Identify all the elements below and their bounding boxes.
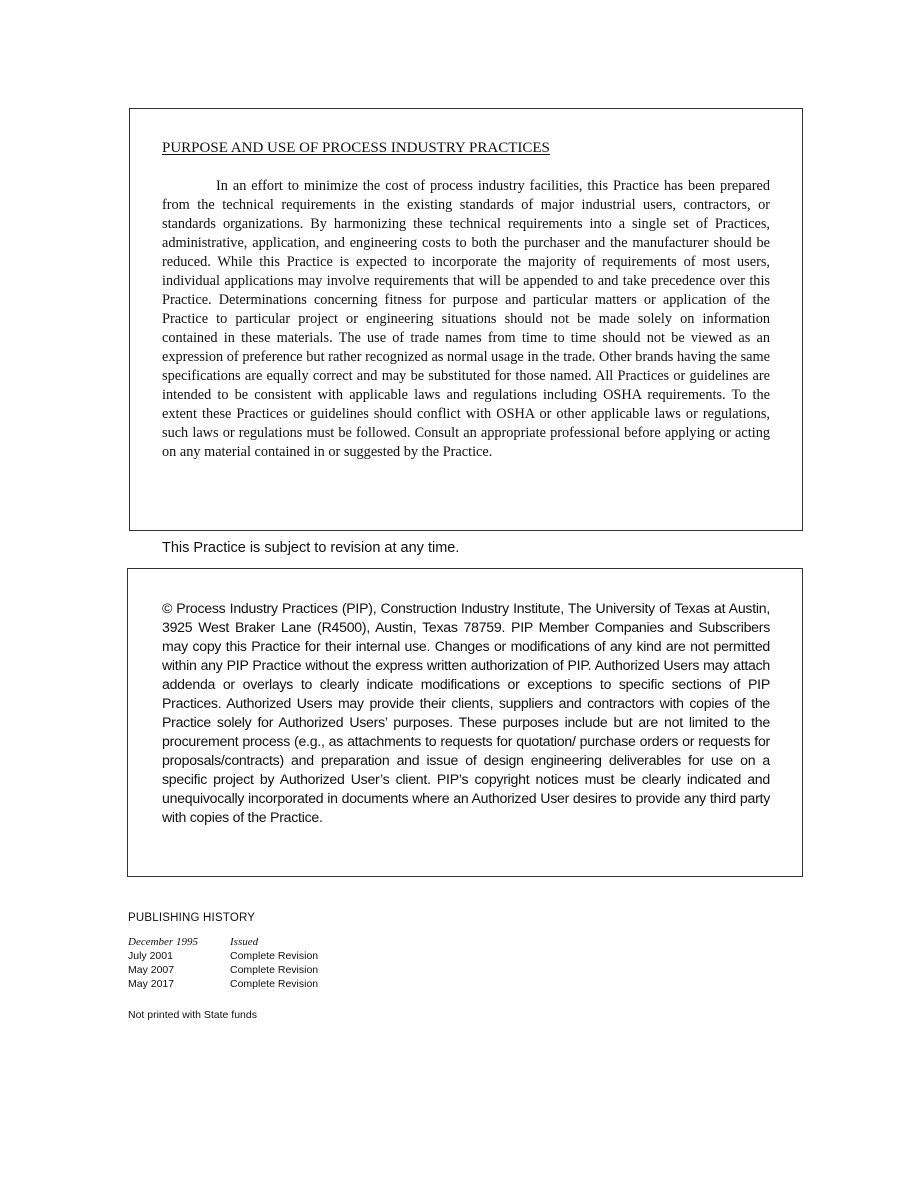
purpose-title: PURPOSE AND USE OF PROCESS INDUSTRY PRACTICES	[162, 140, 550, 156]
revision-note: This Practice is subject to revision at any time.	[162, 540, 460, 556]
history-status: Complete Revision	[230, 964, 319, 976]
copyright-body: © Process Industry Practices (PIP), Construction Industry Institute, The University of Texas at Austin, 3925 West Braker Lane (R4500), Austin, Texas 78759. PIP Member Companies and Subscribers may copy this Practice for their internal use. Changes or modifications of any kind are not permitted within any PIP Practice without the express written authorization of PIP. Authorized Users may attach addenda or overlays to clearly indicate modifications or exceptions to specific sections of PIP Practices. Authorized Users may provide their clients, suppliers and contractors with copies of the Practice solely for Authorized Users’ purposes. These purposes include but are not limited to the procurement process (e.g., as attachments to requests for quotation/ purchase orders or requests for proposals/contracts) and preparation and issue of design engineering deliverables for use on a specific project by Authorized User’s client. PIP’s copyright notices must be clearly indicated and unequivocally incorporated in documents where an Authorized User desires to provide any third party with copies of the Practice.	[162, 600, 770, 825]
copyright-box	[127, 568, 803, 877]
history-date: July 2001	[128, 950, 173, 962]
history-date: May 2017	[128, 978, 175, 990]
publishing-history-table	[128, 935, 318, 991]
funding-note: Not printed with State funds	[128, 1009, 257, 1021]
purpose-body: In an effort to minimize the cost of process industry facilities, this Practice has been prepared from the technical requirements in the existing standards of major industrial users, contractors, or standards organizations. By harmonizing these technical requirements into a single set of Practices, administrative, application, and engineering costs to both the purchaser and the manufacturer should be reduced. While this Practice is expected to incorporate the majority of requirements of most users, individual applications may involve requirements that will be appended to and take precedence over this Practice. Determinations concerning fitness for purpose and particular matters or application of the Practice to particular project or engineering situations should not be made solely on information contained in these materials. The use of trade names from time to time should not be viewed as an expression of preference but rather recognized as normal usage in the trade. Other brands having the same specifications are equally correct and may be substituted for those named. All Practices or guidelines are intended to be consistent with applicable laws and regulations including OSHA requirements. To the extent these Practices or guidelines should conflict with OSHA or other applicable laws or regulations, such laws or regulations must be followed. Consult an appropriate professional before applying or acting on any material contained in or suggested by the Practice.	[162, 178, 770, 460]
publishing-history-title: PUBLISHING HISTORY	[128, 912, 256, 924]
history-date: May 2007	[128, 964, 175, 976]
history-row	[128, 963, 318, 977]
history-status: Complete Revision	[230, 978, 319, 990]
history-date: December 1995	[128, 936, 198, 948]
purpose-box	[129, 108, 803, 531]
history-row	[128, 935, 318, 949]
history-status: Issued	[230, 936, 259, 948]
history-status: Complete Revision	[230, 950, 319, 962]
history-row	[128, 977, 318, 991]
history-row	[128, 949, 318, 963]
